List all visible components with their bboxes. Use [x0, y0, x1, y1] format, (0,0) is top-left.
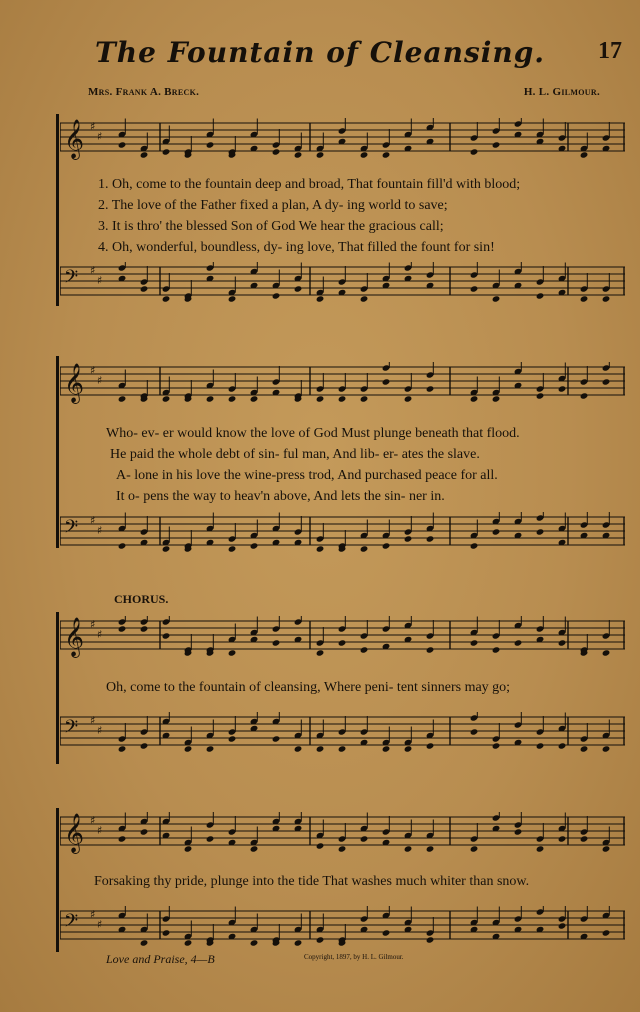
sharp-icon: ♯	[97, 374, 103, 387]
note-head	[162, 395, 171, 402]
note-head	[360, 646, 369, 653]
note-head	[316, 151, 325, 158]
note-head	[184, 845, 193, 852]
note-head	[338, 745, 347, 752]
verse-3-line-2: A- lone in his love the wine-press trod, And purchased peace for all.	[116, 468, 498, 483]
chorus-label: CHORUS.	[114, 592, 169, 606]
note-head	[536, 292, 545, 299]
note-head	[294, 151, 303, 158]
note-head	[492, 528, 501, 535]
note-head	[184, 745, 193, 752]
note-head	[338, 639, 347, 646]
note-head	[426, 742, 435, 749]
note-head	[492, 395, 501, 402]
treble-staff-1	[60, 118, 625, 160]
note-head	[470, 148, 479, 155]
note-head	[140, 151, 149, 158]
verse-2-line-2: He paid the whole debt of sin- ful man, And lib- er- ates the slave.	[110, 447, 480, 462]
note-head	[272, 735, 281, 742]
note-head	[580, 745, 589, 752]
sharp-icon: ♯	[97, 628, 103, 641]
page-title: The Fountain of Cleansing.	[94, 36, 546, 69]
note-head	[426, 646, 435, 653]
bass-staff-2	[60, 512, 625, 554]
bass-staff-3	[60, 712, 625, 754]
note-head	[558, 639, 567, 646]
note-head	[272, 639, 281, 646]
verse-4-line-2: It o- pens the way to heav'n above, And lets the sin- ner in.	[116, 489, 445, 504]
note-head	[228, 545, 237, 552]
sharp-icon: ♯	[97, 918, 103, 931]
note-head	[316, 395, 325, 402]
note-head	[272, 292, 281, 299]
note-head	[470, 395, 479, 402]
note-head	[426, 385, 435, 392]
note-head	[360, 835, 369, 842]
note-head	[118, 625, 127, 632]
note-head	[602, 649, 611, 656]
system-brace-1	[56, 114, 59, 306]
note-head	[294, 939, 303, 946]
note-head	[558, 922, 567, 929]
note-head	[382, 151, 391, 158]
note-head	[382, 378, 391, 385]
note-head	[162, 632, 171, 639]
note-head	[536, 845, 545, 852]
note-head	[492, 646, 501, 653]
note-head	[118, 542, 127, 549]
system-brace-2	[56, 356, 59, 548]
note-head	[382, 542, 391, 549]
note-head	[470, 285, 479, 292]
note-head	[272, 148, 281, 155]
verse-1-line-1: 1. Oh, come to the fountain deep and broad, That fountain fill'd with blood;	[98, 177, 521, 192]
note-head	[492, 295, 501, 302]
note-head	[228, 295, 237, 302]
note-head	[580, 392, 589, 399]
note-head	[140, 285, 149, 292]
note-head	[316, 745, 325, 752]
note-head	[316, 936, 325, 943]
note-head	[206, 835, 215, 842]
note-head	[580, 151, 589, 158]
note-head	[118, 141, 127, 148]
note-head	[140, 742, 149, 749]
note-head	[558, 835, 567, 842]
note-head	[316, 842, 325, 849]
note-head	[514, 828, 523, 835]
note-head	[162, 545, 171, 552]
note-head	[514, 639, 523, 646]
sharp-icon: ♯	[97, 130, 103, 143]
treble-clef-icon: 𝄞	[64, 119, 85, 159]
note-head	[250, 395, 259, 402]
bass-clef-icon: 𝄢	[64, 911, 79, 936]
note-head	[140, 939, 149, 946]
verse-1-line-2: Who- ev- er would know the love of God Must plunge beneath that flood.	[106, 426, 520, 441]
bass-clef-icon: 𝄢	[64, 717, 79, 742]
note-head	[426, 535, 435, 542]
note-head	[140, 828, 149, 835]
sharp-icon: ♯	[97, 824, 103, 837]
note-head	[492, 742, 501, 749]
note-head	[492, 141, 501, 148]
note-head	[382, 745, 391, 752]
sharp-icon: ♯	[90, 714, 96, 727]
book-reference: Love and Praise, 4—B	[106, 952, 215, 966]
note-head	[404, 395, 413, 402]
note-head	[228, 649, 237, 656]
note-head	[558, 742, 567, 749]
bass-staff-4	[60, 906, 625, 948]
composer-credit: H. L. Gilmour.	[523, 86, 600, 98]
system-brace-4	[56, 808, 59, 952]
note-head	[360, 151, 369, 158]
system-brace-3	[56, 612, 59, 764]
bass-staff-1	[60, 262, 625, 304]
note-head	[382, 929, 391, 936]
note-head	[602, 378, 611, 385]
note-head	[338, 845, 347, 852]
note-head	[404, 535, 413, 542]
note-head	[250, 939, 259, 946]
verse-3-line-1: 3. It is thro' the blessed Son of God We hear the gracious call;	[98, 219, 444, 234]
note-head	[316, 545, 325, 552]
sharp-icon: ♯	[90, 264, 96, 277]
note-head	[536, 742, 545, 749]
sharp-icon: ♯	[90, 908, 96, 921]
sharp-icon: ♯	[90, 364, 96, 377]
note-head	[206, 395, 215, 402]
note-head	[602, 295, 611, 302]
treble-clef-icon: 𝄞	[64, 363, 85, 403]
note-head	[536, 392, 545, 399]
note-head	[602, 929, 611, 936]
note-head	[250, 542, 259, 549]
note-head	[316, 649, 325, 656]
verse-2-line-1: 2. The love of the Father fixed a plan, A dy- ing world to save;	[98, 198, 448, 213]
note-head	[250, 845, 259, 852]
page-number: 17	[598, 38, 622, 64]
treble-staff-3	[60, 616, 625, 658]
treble-staff-2	[60, 362, 625, 404]
note-head	[118, 745, 127, 752]
note-head	[206, 745, 215, 752]
note-head	[470, 728, 479, 735]
sharp-icon: ♯	[97, 724, 103, 737]
treble-staff-4	[60, 812, 625, 854]
note-head	[580, 295, 589, 302]
note-head	[162, 295, 171, 302]
sharp-icon: ♯	[97, 524, 103, 537]
note-head	[602, 745, 611, 752]
sharp-icon: ♯	[90, 814, 96, 827]
treble-clef-icon: 𝄞	[64, 813, 85, 853]
note-head	[404, 745, 413, 752]
chorus-line-1: Oh, come to the fountain of cleansing, Where peni- tent sinners may go;	[106, 680, 511, 695]
verse-4-line-1: 4. Oh, wonderful, boundless, dy- ing love, That filled the fount for sin!	[98, 240, 495, 255]
note-head	[294, 285, 303, 292]
note-head	[316, 295, 325, 302]
note-head	[360, 395, 369, 402]
note-head	[206, 141, 215, 148]
note-head	[360, 545, 369, 552]
sharp-icon: ♯	[90, 514, 96, 527]
note-head	[184, 939, 193, 946]
sharp-icon: ♯	[97, 274, 103, 287]
bass-clef-icon: 𝄢	[64, 517, 79, 542]
note-head	[426, 936, 435, 943]
note-head	[118, 835, 127, 842]
note-head	[228, 395, 237, 402]
note-head	[580, 835, 589, 842]
copyright-notice: Copyright, 1897, by H. L. Gilmour.	[304, 953, 404, 961]
note-head	[118, 395, 127, 402]
note-head	[360, 295, 369, 302]
note-head	[228, 735, 237, 742]
note-head	[536, 528, 545, 535]
note-head	[162, 929, 171, 936]
note-head	[140, 625, 149, 632]
note-head	[470, 845, 479, 852]
treble-clef-icon: 𝄞	[64, 617, 85, 657]
chorus-line-2: Forsaking thy pride, plunge into the tide That washes much whiter than snow.	[94, 874, 530, 889]
sharp-icon: ♯	[90, 618, 96, 631]
note-head	[404, 845, 413, 852]
note-head	[470, 542, 479, 549]
note-head	[162, 148, 171, 155]
sharp-icon: ♯	[90, 120, 96, 133]
lyricist-credit: Mrs. Frank A. Breck.	[88, 86, 200, 98]
note-head	[338, 395, 347, 402]
note-head	[426, 845, 435, 852]
note-head	[602, 845, 611, 852]
bass-clef-icon: 𝄢	[64, 267, 79, 292]
note-head	[558, 385, 567, 392]
note-head	[470, 639, 479, 646]
note-head	[294, 745, 303, 752]
